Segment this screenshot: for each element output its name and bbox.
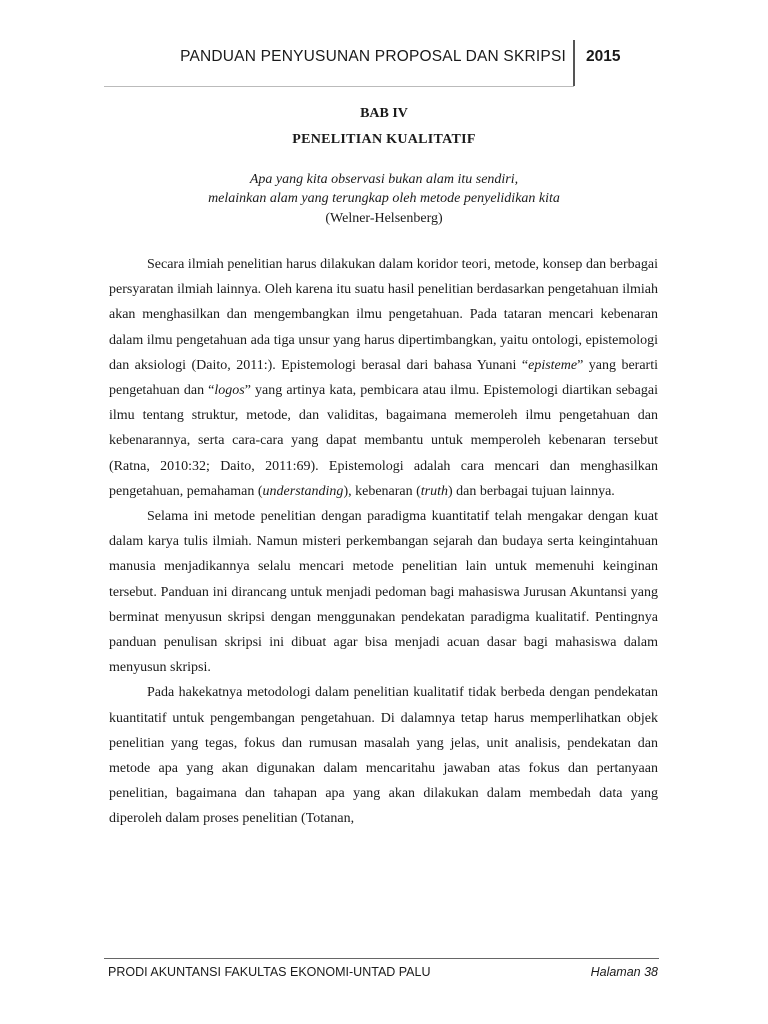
- header-rule: [104, 86, 574, 87]
- footer-rule: [104, 958, 659, 959]
- paragraph-2: Selama ini metode penelitian dengan paradigma kuantitatif telah mengakar dengan kuat dalam karya tulis ilmiah. Namun misteri perkembangan sejarah dan budaya serta keingintahuan manusia menjadikannya selalu mencari metode penelitian lain untuk memenuhi keinginan tersebut. Panduan ini dirancang untuk menjadi pedoman bagi mahasiswa Jurusan Akuntansi yang berminat menyusun skripsi dengan menggunakan pendekatan paradigma kualitatif. Pentingnya panduan penulisan skripsi ini dibuat agar bisa menjadi acuan dasar bagi mahasiswa dalam menyusun skripsi.: [109, 509, 658, 676]
- chapter-number: BAB IV: [360, 106, 408, 121]
- footer-page-number: Halaman 38: [590, 965, 658, 979]
- paragraph-1-text-b: ” yang berarti pengetahuan dan “: [109, 357, 658, 399]
- epigraph-source: (Welner-Helsenberg): [325, 211, 443, 226]
- footer-institution: PRODI AKUNTANSI FAKULTAS EKONOMI-UNTAD PALU: [108, 965, 431, 979]
- header-divider: [573, 40, 575, 86]
- epigraph-line-1: Apa yang kita observasi bukan alam itu sendiri,: [249, 172, 519, 187]
- term-episteme: episteme: [528, 357, 578, 373]
- body-text: [109, 252, 658, 832]
- paragraph-1-text-a: Secara ilmiah penelitian harus dilakukan dalam koridor teori, metode, konsep dan berbagai persyaratan ilmiah lainnya. Oleh karena itu suatu hasil penelitian berdasarkan pengetahuan ilmiah akan menghasilkan dan mengembangkan ilmu pengetahuan. Pada tataran mencari kebenaran dalam ilmu pengetahuan ada tiga unsur yang harus dipertimbangkan, yaitu ontologi, epistemologi dan aksiologi (Daito, 2011:). Epistemologi berasal dari bahasa Yunani “: [109, 257, 658, 373]
- chapter-title: PENELITIAN KUALITATIF: [292, 132, 476, 147]
- paragraph-1-text-c: ” yang artinya kata, pembicara atau ilmu. Epistemologi diartikan sebagai ilmu tentang struktur, metode, dan validitas, bagaimana memeroleh ilmu pengetahuan dan kebenarannya, serta cara-cara yang dapat membantu untuk memperoleh kebenaran tersebut (Ratna, 2010:32; Daito, 2011:69). Epistemologi adalah cara mencari dan menghasilkan pengetahuan, pemahaman (: [109, 383, 658, 499]
- header-title: PANDUAN PENYUSUNAN PROPOSAL DAN SKRIPSI: [180, 48, 566, 65]
- paragraph-1: [109, 252, 658, 504]
- header-year: 2015: [586, 48, 621, 65]
- term-understanding: understanding: [262, 483, 344, 499]
- paragraph-1-text-d: ), kebenaran (: [343, 483, 421, 499]
- paragraph-3: Pada hakekatnya metodologi dalam penelitian kualitatif tidak berbeda dengan pendekatan kuantitatif untuk pengembangan pengetahuan. Di dalamnya tetap harus memperlihatkan objek penelitian yang tegas, fokus dan rumusan masalah yang jelas, unit analisis, pendekatan dan metode apa yang akan digunakan dalam mencaritahu jawaban atas fokus dan pertanyaan penelitian, bagaimana dan tahapan apa yang akan dilakukan dalam membedah data yang diperoleh dalam proses penelitian (Totanan,: [109, 685, 658, 827]
- term-truth: truth: [420, 483, 449, 499]
- term-logos: logos: [214, 383, 245, 399]
- paragraph-1-text-e: ) dan berbagai tujuan lainnya.: [448, 483, 615, 499]
- epigraph-line-2: melainkan alam yang terungkap oleh metode penyelidikan kita: [208, 191, 560, 206]
